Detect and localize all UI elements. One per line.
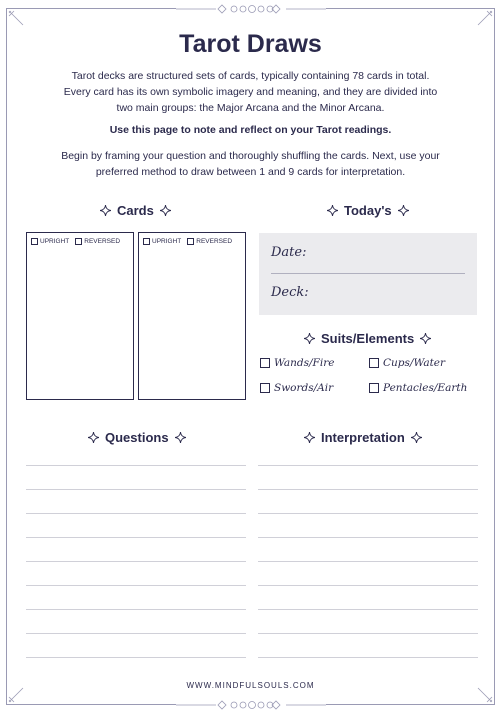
write-line[interactable] (258, 633, 478, 634)
sparkle-icon (398, 205, 409, 216)
write-line[interactable] (26, 537, 246, 538)
write-line[interactable] (258, 537, 478, 538)
sparkle-icon (88, 432, 99, 443)
suit-checkbox[interactable] (260, 358, 270, 368)
interpretation-heading (304, 430, 422, 445)
sparkle-icon (304, 333, 315, 344)
card-slot[interactable] (26, 232, 134, 400)
footer-url: WWW.MINDFULSOULS.COM (186, 681, 315, 690)
suit-cups[interactable]: Cups/Water (369, 357, 445, 369)
card-slot[interactable] (138, 232, 246, 400)
reversed-checkbox[interactable] (187, 238, 194, 245)
sparkle-icon (420, 333, 431, 344)
sparkle-icon (327, 205, 338, 216)
deck-field[interactable]: Deck: (271, 285, 309, 300)
suit-checkbox[interactable] (369, 358, 379, 368)
upright-checkbox[interactable] (143, 238, 150, 245)
moon-phases-icon (176, 698, 326, 712)
suit-wands[interactable]: Wands/Fire (260, 357, 334, 369)
interpretation-heading-label: Interpretation (321, 430, 405, 445)
write-line[interactable] (26, 489, 246, 490)
corner-ornament-icon (8, 10, 24, 26)
write-line[interactable] (26, 633, 246, 634)
suit-pentacles[interactable]: Pentacles/Earth (369, 382, 467, 394)
moon-phases-icon (176, 2, 326, 16)
suit-swords[interactable]: Swords/Air (260, 382, 333, 394)
divider (271, 273, 465, 274)
reversed-option[interactable]: REVERSED (75, 238, 120, 245)
cards-heading-label: Cards (117, 203, 154, 218)
write-line[interactable] (26, 465, 246, 466)
write-line[interactable] (26, 609, 246, 610)
sparkle-icon (304, 432, 315, 443)
write-line[interactable] (258, 657, 478, 658)
sparkle-icon (160, 205, 171, 216)
method-paragraph: Begin by framing your question and thoroughly shuffling the cards. Next, use your preferred method to draw between 1 and 9 cards for interpretation. (61, 150, 440, 178)
sparkle-icon (100, 205, 111, 216)
suits-heading-label: Suits/Elements (321, 331, 415, 346)
write-line[interactable] (258, 489, 478, 490)
write-line[interactable] (258, 513, 478, 514)
instruction-text: Use this page to note and reflect on your Tarot readings. (109, 124, 392, 136)
suit-checkbox[interactable] (369, 383, 379, 393)
sparkle-icon (175, 432, 186, 443)
upright-checkbox[interactable] (31, 238, 38, 245)
upright-option[interactable]: UPRIGHT (31, 238, 69, 245)
todays-panel (259, 233, 477, 315)
write-line[interactable] (26, 513, 246, 514)
todays-heading-label: Today's (344, 203, 392, 218)
write-line[interactable] (258, 609, 478, 610)
write-line[interactable] (258, 561, 478, 562)
todays-heading (327, 203, 409, 218)
suit-checkbox[interactable] (260, 383, 270, 393)
write-line[interactable] (258, 465, 478, 466)
write-line[interactable] (26, 657, 246, 658)
upright-option[interactable]: UPRIGHT (143, 238, 181, 245)
suits-heading (304, 331, 431, 346)
questions-heading (88, 430, 186, 445)
reversed-checkbox[interactable] (75, 238, 82, 245)
intro-paragraph: Tarot decks are structured sets of cards, typically containing 78 cards in total. Every card has its own symbolic imagery and meaning, and they are divided into two main groups: the Major Arcana and the Minor Arcana. (63, 70, 438, 114)
write-line[interactable] (26, 561, 246, 562)
corner-ornament-icon (477, 10, 493, 26)
sparkle-icon (411, 432, 422, 443)
page-title: Tarot Draws (179, 30, 322, 58)
write-line[interactable] (26, 585, 246, 586)
reversed-option[interactable]: REVERSED (187, 238, 232, 245)
cards-heading (100, 203, 171, 218)
date-field[interactable]: Date: (271, 245, 307, 260)
write-line[interactable] (258, 585, 478, 586)
questions-heading-label: Questions (105, 430, 169, 445)
